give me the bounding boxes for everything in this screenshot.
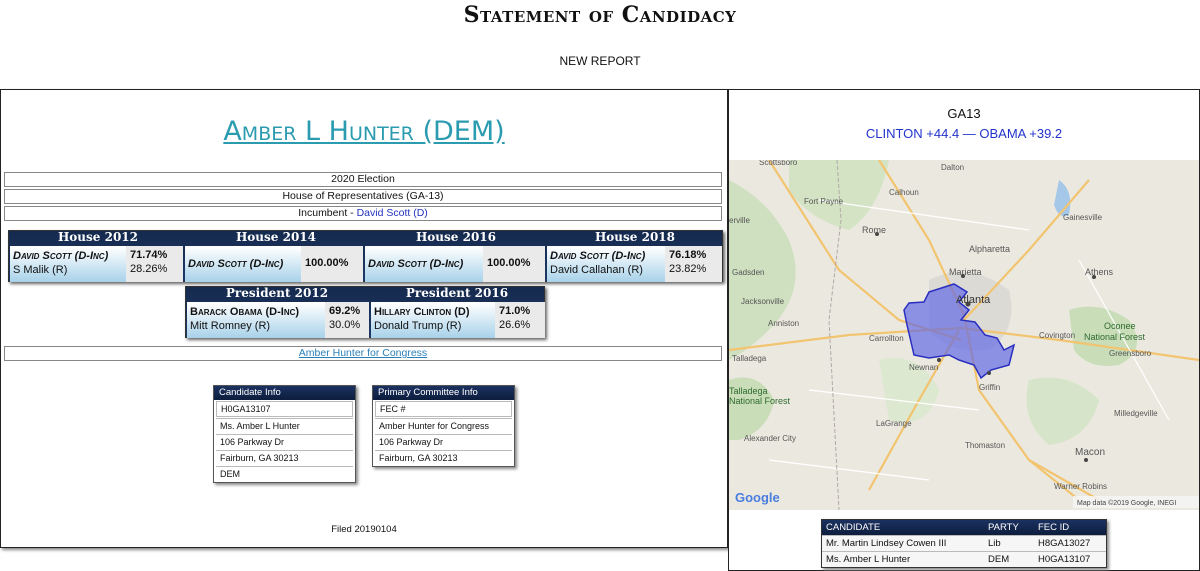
header-fec-id: FEC ID <box>1038 522 1070 533</box>
map-label-greensboro: Greensboro <box>1109 349 1152 358</box>
candidate-info-table <box>213 385 356 483</box>
map-label-gadsden: Gadsden <box>732 268 765 277</box>
row-candidate: Ms. Amber L Hunter <box>826 554 911 565</box>
map-label-rome: Rome <box>862 225 887 235</box>
committee-info-city: Fairburn, GA 30213 <box>375 450 512 466</box>
committee-info-name: Amber Hunter for Congress <box>375 418 512 434</box>
map-svg <box>729 160 1199 510</box>
election-row <box>4 172 722 187</box>
candidate-panel <box>0 89 728 548</box>
map-label-warner-robins: Warner Robins <box>1054 482 1108 491</box>
header-party: PARTY <box>988 522 1019 533</box>
president-2012-winner: Barack Obama (D-Inc) <box>190 306 300 318</box>
map-label-scottsboro: Scottsboro <box>759 160 798 167</box>
president-2016-winner-pct: 71.0% <box>499 305 531 317</box>
map-label-lagrange: LaGrange <box>876 419 912 428</box>
house-2018-winner-pct: 76.18% <box>669 249 707 261</box>
president-2012-loser-pct: 30.0% <box>329 319 361 331</box>
district-candidates-table <box>821 519 1107 568</box>
committee-info-header: Primary Committee Info <box>373 386 514 400</box>
house-2018-title: House 2018 <box>594 230 676 244</box>
election-text: 2020 Election <box>331 173 395 185</box>
house-2012-loser: S Malik (R) <box>13 264 68 276</box>
page-title: Statement of Candidacy <box>463 2 737 28</box>
candidate-info-street: 106 Parkway Dr <box>216 434 353 450</box>
map-attribution[interactable]: Map data ©2019 Google, INEGI <box>1077 500 1177 507</box>
map-label-newnan: Newnan <box>909 363 939 372</box>
incumbent-row <box>4 206 722 221</box>
map-label-marietta: Marietta <box>949 267 982 277</box>
row-party: Lib <box>988 538 1001 549</box>
president-results <box>185 286 545 338</box>
map-label-dalton: Dalton <box>941 163 965 172</box>
map-label-milledgeville: Milledgeville <box>1114 409 1158 418</box>
president-2016-names <box>371 302 495 338</box>
map-label-alpharetta: Alpharetta <box>969 244 1011 254</box>
president-2016-title: President 2016 <box>405 286 509 300</box>
president-2012-title: President 2012 <box>225 286 329 300</box>
map-label-oconee: Oconee <box>1104 321 1136 331</box>
map-label-talladega: Talladega <box>732 354 767 363</box>
house-2012-names <box>10 246 126 282</box>
house-2016-names <box>365 246 483 282</box>
house-2018-pcts <box>665 246 722 282</box>
district-margins: CLINTON +44.4 — OBAMA +39.2 <box>865 126 1063 141</box>
map-label-gainesville: Gainesville <box>1063 213 1103 222</box>
filed-date: Filed 20190104 <box>331 524 397 535</box>
map-dot-griffin <box>987 371 991 375</box>
incumbent-name[interactable]: David Scott (D) <box>356 207 428 219</box>
district-name: GA13 <box>947 106 981 121</box>
map-label-griffin: Griffin <box>979 383 1001 392</box>
house-2014-pcts <box>301 246 363 282</box>
table-row[interactable] <box>822 551 1106 567</box>
candidate-info-header: Candidate Info <box>214 386 355 400</box>
candidates-table-header <box>822 520 1106 535</box>
president-2016-pcts <box>495 302 545 338</box>
president-2012-winner-pct: 69.2% <box>329 305 361 317</box>
house-results <box>8 230 723 282</box>
map-dot-newnan <box>937 358 941 362</box>
committee-info-street: 106 Parkway Dr <box>375 434 512 450</box>
house-2018-loser-pct: 23.82% <box>669 263 707 275</box>
house-2016-winner: David Scott (D-Inc) <box>368 258 464 270</box>
house-2012-winner-pct: 71.74% <box>130 249 168 261</box>
map-label-macon: Macon <box>1075 447 1106 458</box>
incumbent-label: Incumbent - <box>298 207 357 219</box>
map-label-atlanta: Atlanta <box>956 294 991 306</box>
committee-info-fec: FEC # <box>375 401 512 417</box>
president-2012-loser: Mitt Romney (R) <box>190 320 271 332</box>
committee-link-row <box>4 346 722 361</box>
house-2014-winner: David Scott (D-Inc) <box>188 258 284 270</box>
map-label-anniston: Anniston <box>768 319 800 328</box>
candidate-info-name: Ms. Amber L Hunter <box>216 418 353 434</box>
house-2016-winner-pct: 100.00% <box>487 257 531 269</box>
header-candidate: CANDIDATE <box>826 522 881 533</box>
president-2016-winner: Hillary Clinton (D) <box>374 306 470 318</box>
map-label-ville: erville <box>729 216 750 225</box>
house-2014-names <box>185 246 301 282</box>
map-dot-macon <box>1084 458 1088 462</box>
house-2014-title: House 2014 <box>235 230 317 244</box>
house-2016-pcts <box>483 246 545 282</box>
house-2012-title: House 2012 <box>57 230 139 244</box>
house-2012-winner: David Scott (D-Inc) <box>13 250 109 262</box>
map-label-calhoun: Calhoun <box>889 188 919 197</box>
page-subtitle: NEW REPORT <box>559 54 641 68</box>
row-fec-id: H8GA13027 <box>1038 538 1091 549</box>
house-2018-loser: David Callahan (R) <box>550 264 643 276</box>
map-label-carrollton: Carrollton <box>869 334 904 343</box>
row-fec-id: H0GA13107 <box>1038 554 1091 565</box>
candidate-info-fec-id: H0GA13107 <box>216 401 353 417</box>
house-2016-title: House 2016 <box>415 230 497 244</box>
map-label-alexander-city: Alexander City <box>744 434 797 443</box>
district-map[interactable] <box>729 160 1199 510</box>
map-label-jacksonville: Jacksonville <box>741 297 785 306</box>
president-2016-loser-pct: 26.6% <box>499 319 531 331</box>
house-2018-winner: David Scott (D-Inc) <box>550 250 646 262</box>
table-row[interactable] <box>822 535 1106 551</box>
president-2016-loser: Donald Trump (R) <box>374 320 462 332</box>
map-label-talladega-nf-2: National Forest <box>729 396 791 406</box>
map-label-national-forest: National Forest <box>1084 332 1146 342</box>
office-text: House of Representatives (GA-13) <box>282 190 444 202</box>
map-label-athens: Athens <box>1085 267 1114 277</box>
house-2018-names <box>547 246 665 282</box>
office-row <box>4 189 722 204</box>
president-2012-names <box>187 302 325 338</box>
house-2012-loser-pct: 28.26% <box>130 263 168 275</box>
house-2014-winner-pct: 100.00% <box>305 257 349 269</box>
district-panel <box>728 89 1200 571</box>
map-label-thomaston: Thomaston <box>965 441 1006 450</box>
candidate-info-city: Fairburn, GA 30213 <box>216 450 353 466</box>
president-2012-pcts <box>325 302 369 338</box>
row-party: DEM <box>988 554 1010 565</box>
candidate-info-party: DEM <box>216 466 353 482</box>
candidate-name[interactable]: Amber L Hunter (DEM) <box>223 116 505 147</box>
google-logo: Google <box>735 490 780 505</box>
committee-link[interactable]: Amber Hunter for Congress <box>298 347 428 359</box>
house-2012-pcts <box>126 246 183 282</box>
map-label-covington: Covington <box>1039 331 1076 340</box>
row-candidate: Mr. Martin Lindsey Cowen III <box>826 538 947 549</box>
map-label-fort-payne: Fort Payne <box>804 197 844 206</box>
map-label-talladega-nf-1: Talladega <box>729 386 768 396</box>
committee-info-table <box>372 385 515 467</box>
